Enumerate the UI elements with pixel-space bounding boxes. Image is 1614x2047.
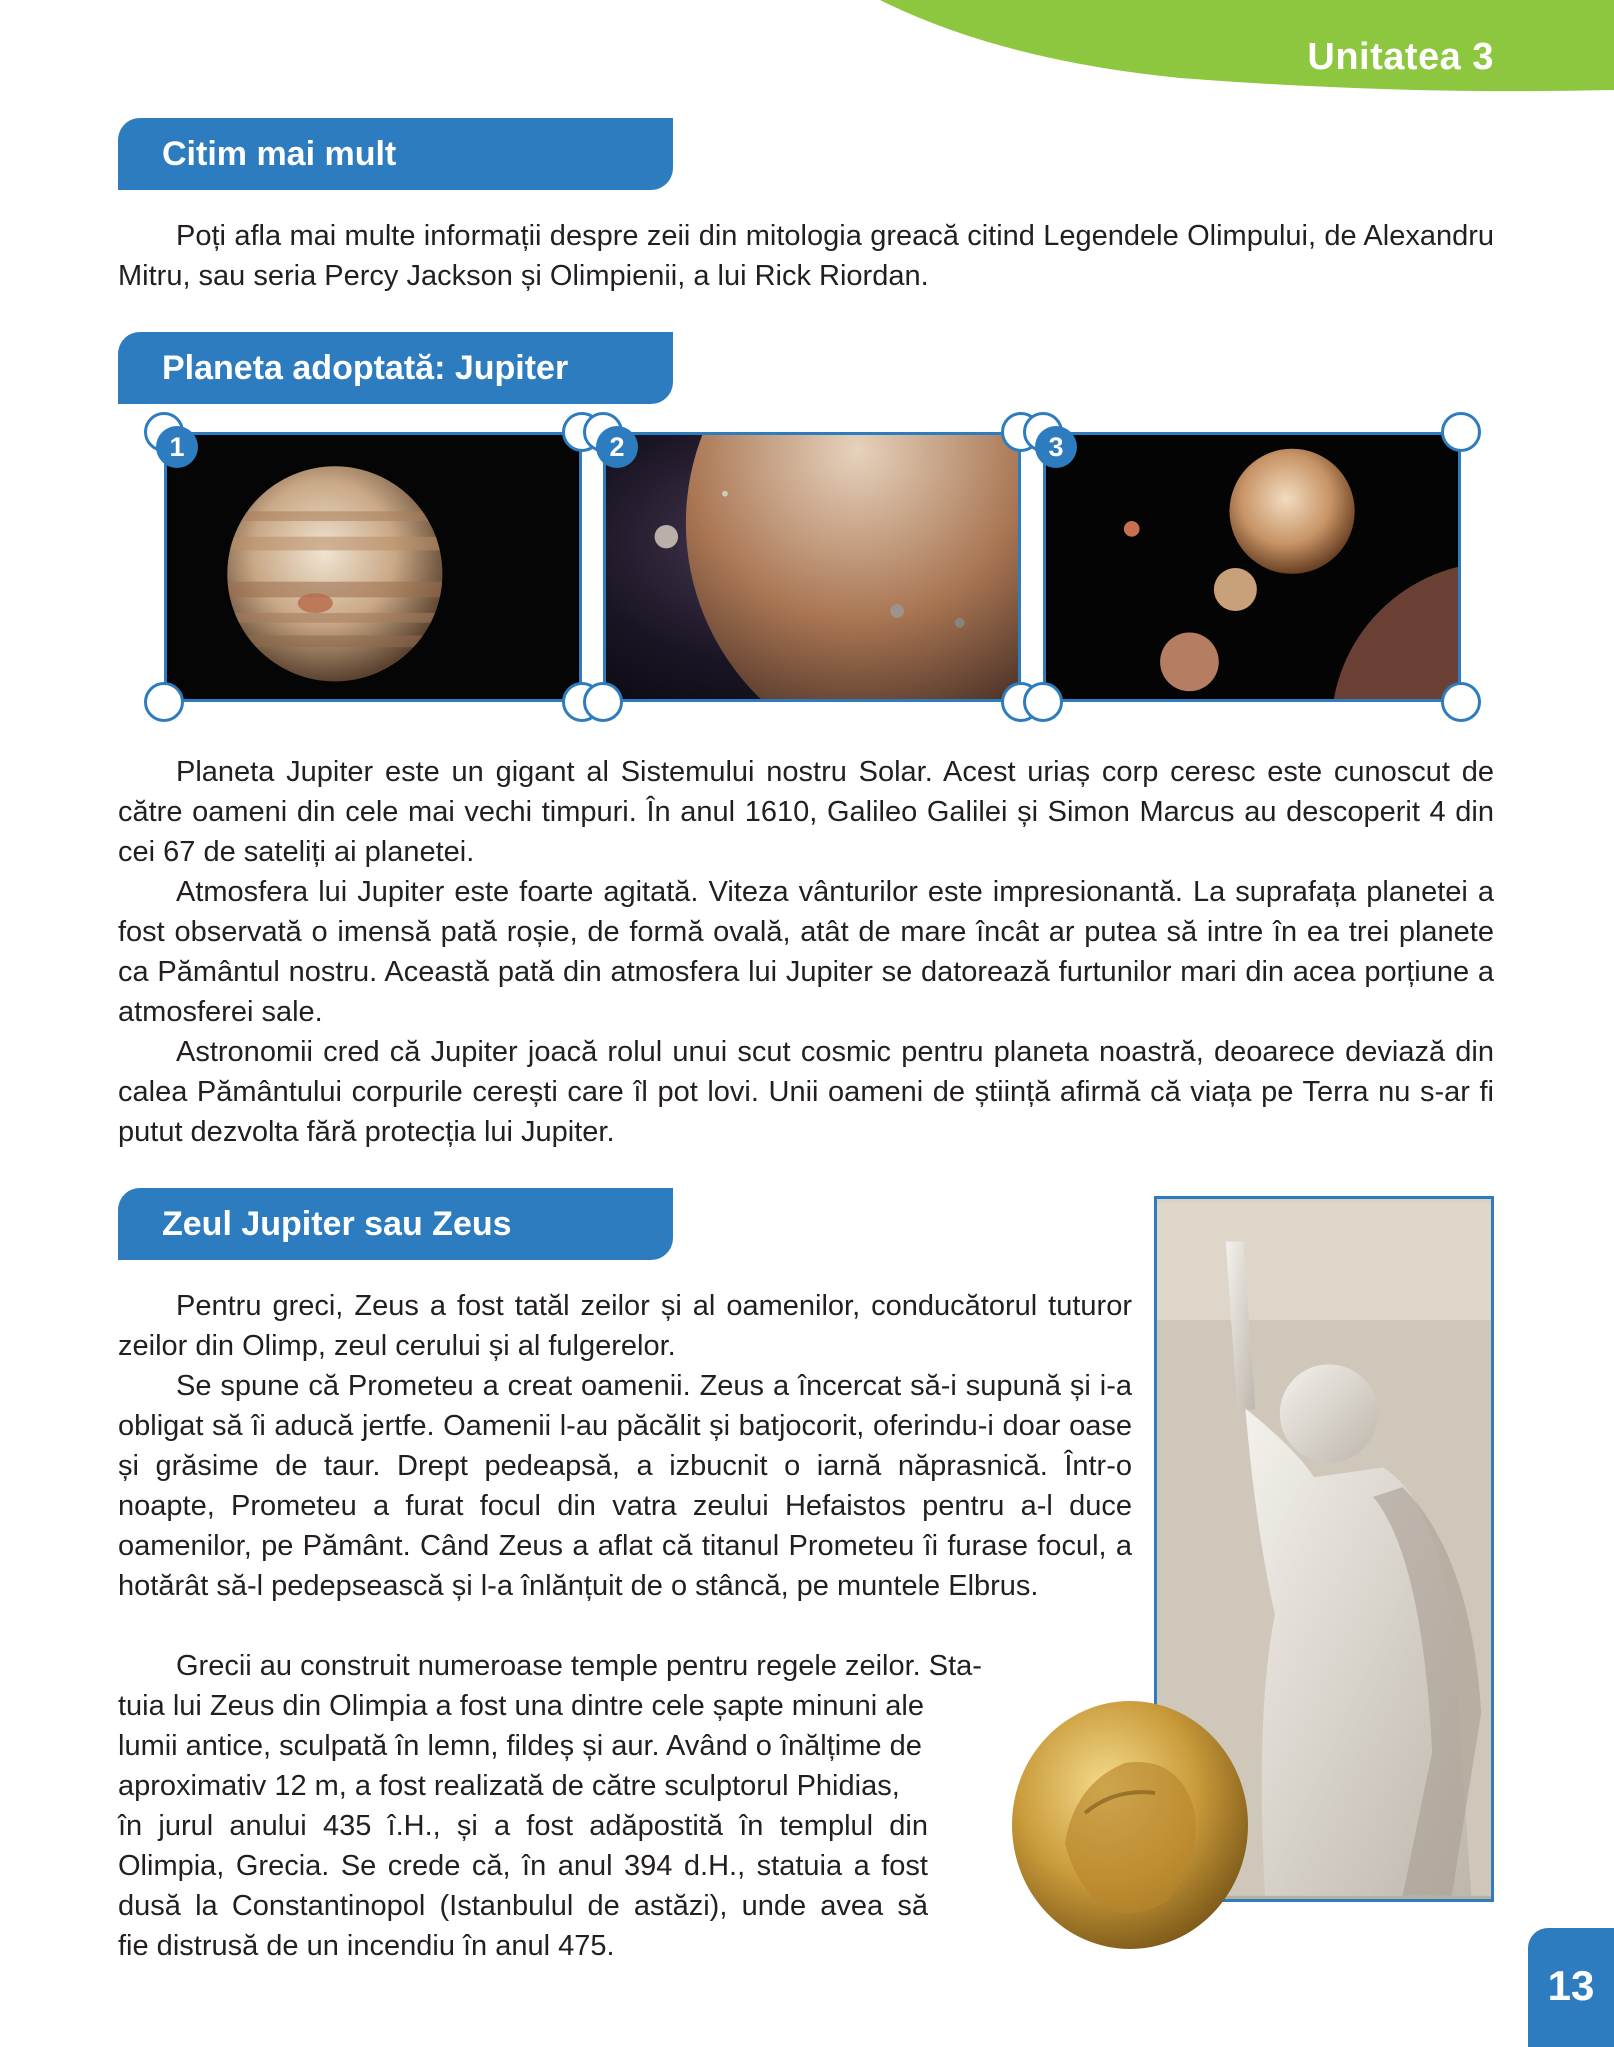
text-line: Grecii au construit numeroase temple pentru regele zeilor. Sta-: [176, 1650, 982, 1682]
text-line: Olimpia, Grecia. Se crede că, în anul 394 d.H., statuia a fost: [118, 1850, 928, 1882]
paragraph-jupiter-1: [118, 752, 1494, 872]
heading-planeta-jupiter: Planeta adoptată: Jupiter: [118, 332, 673, 404]
photo-corner-notch: [1441, 412, 1481, 452]
text-line: lumii antice, sculpată în lemn, fildeș și aur. Având o înălțime de: [118, 1730, 922, 1762]
jupiter-photo-2: [603, 432, 1021, 702]
text-line: în jurul anului 435 î.H., și a fost adăpostită în templul din: [118, 1810, 928, 1842]
text-line: fie distrusă de un incendiu în anul 475.: [118, 1930, 615, 1962]
unit-label: Unitatea 3: [1307, 36, 1494, 78]
heading-zeul-jupiter: Zeul Jupiter sau Zeus: [118, 1188, 673, 1260]
text-line: dusă la Constantinopol (Istanbulul de astăzi), unde avea să: [118, 1890, 928, 1922]
text-line: aproximativ 12 m, a fost realizată de către sculptorul Phidias,: [118, 1770, 900, 1802]
photo-number-2: 2: [596, 426, 638, 468]
paragraph-zeus-1: [118, 1286, 1132, 1366]
heading-citim-mai-mult: Citim mai mult: [118, 118, 673, 190]
paragraph-jupiter-3: [118, 1032, 1494, 1152]
photo-corner-notch: [1023, 682, 1063, 722]
paragraph-jupiter-1-text: Planeta Jupiter este un gigant al Sistemului nostru Solar. Acest uriaș corp ceresc este cunoscut de către oameni din cele mai vechi timpuri. În anul 1610, Galileo Galilei și Simon Marcus au descoperit 4 din cei 67 de sateliți ai planetei.: [118, 756, 1494, 868]
photo-corner-notch: [1441, 682, 1481, 722]
jupiter-photo-1: [164, 432, 582, 702]
paragraph-read-more-text: Poți afla mai multe informații despre zeii din mitologia greacă citind Legendele Olimpului, de Alexandru Mitru, sau seria Percy Jackson și Olimpienii, a lui Rick Riordan.: [118, 220, 1494, 292]
paragraph-jupiter-2-text: Atmosfera lui Jupiter este foarte agitată. Viteza vânturilor este impresionantă. La suprafața planetei a fost observată o imensă pată roșie, de formă ovală, atât de mare încât ar putea să intre în ea trei planete ca Pământul nostru. Această pată din atmosfera lui Jupiter se datorează furtunilor mari din acea porțiune a atmosferei sale.: [118, 876, 1494, 1028]
photo-corner-notch: [144, 682, 184, 722]
photo-corner-notch: [583, 682, 623, 722]
paragraph-zeus-2-text: Se spune că Prometeu a creat oamenii. Zeus a încercat să-i supună și i-a obligat să îi aducă jertfe. Oamenii l-au păcălit și batjocorit, oferindu-i doar oase și grăsime de taur. Drept pedeapsă, a izbucnit o iarnă năprasnică. Într-o noapte, Prometeu a furat focul din vatra zeului Hefaistos pentru a-l duce oamenilor, pe Pământ. Când Zeus a aflat că titanul Prometeu îi furase focul, a hotărât să-l pedepsească și l-a înlănțuit de o stâncă, pe muntele Elbrus.: [118, 1370, 1132, 1602]
photo-number-3: 3: [1035, 426, 1077, 468]
photo-number-1: 1: [156, 426, 198, 468]
paragraph-zeus-3: [118, 1646, 1118, 1966]
paragraph-jupiter-2: [118, 872, 1494, 1032]
paragraph-read-more: [118, 216, 1494, 296]
zeus-gold-coin-image: [1005, 1693, 1255, 1955]
page-number: 13: [1528, 1928, 1614, 2047]
paragraph-jupiter-3-text: Astronomii cred că Jupiter joacă rolul unui scut cosmic pentru planeta noastră, deoarece deviază din calea Pământului corpurile cerești care îl pot lovi. Unii oameni de știință afirmă că viața pe Terra nu s-ar fi putut dezvolta fără protecția lui Jupiter.: [118, 1036, 1494, 1148]
paragraph-zeus-1-text: Pentru greci, Zeus a fost tatăl zeilor și al oamenilor, conducătorul tuturor zeilor din Olimp, zeul cerului și al fulgerelor.: [118, 1290, 1132, 1362]
text-line: tuia lui Zeus din Olimpia a fost una dintre cele șapte minuni ale: [118, 1690, 924, 1722]
paragraph-zeus-2: [118, 1366, 1132, 1606]
jupiter-moons-photo-3: [1043, 432, 1461, 702]
